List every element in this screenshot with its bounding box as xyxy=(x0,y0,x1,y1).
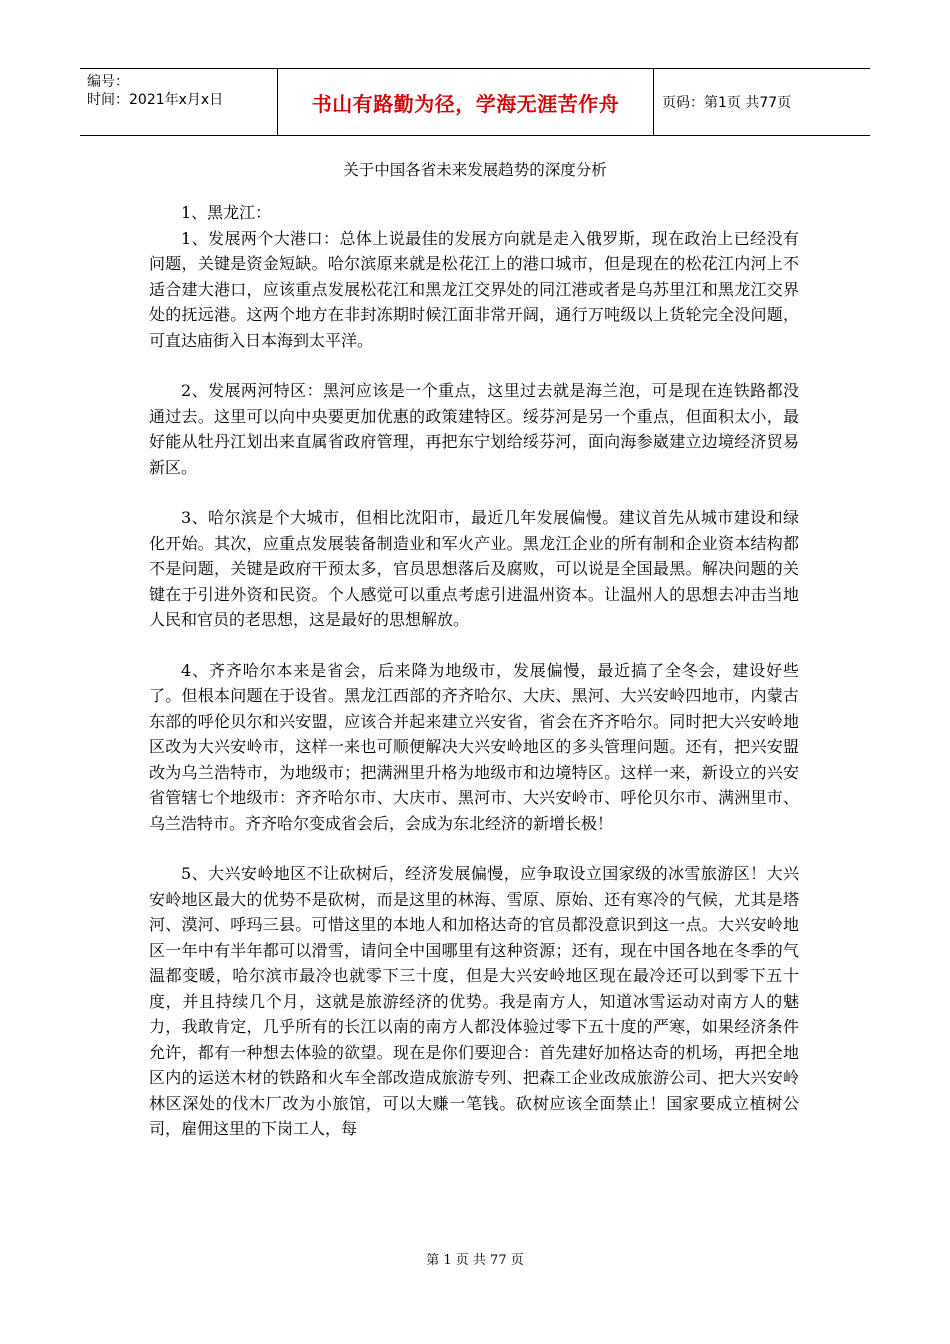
paragraph: 2、发展两河特区：黑河应该是一个重点，这里过去就是海兰泡，可是现在连铁路都没通过去。这里可以向中央要更加优惠的政策建特区。绥芬河是另一个重点，但面积太小，最好能从牡丹江划出来直属省政府管理，再把东宁划给绥芬河，面向海参崴建立边境经济贸易新区。 xyxy=(149,381,799,477)
paragraph: 1、发展两个大港口：总体上说最佳的发展方向就是走入俄罗斯，现在政治上已经没有问题，关键是资金短缺。哈尔滨原来就是松花江上的港口城市，但是现在的松花江内河上不适合建大港口，应该重点发展松花江和黑龙江交界处的同江港或者是乌苏里江和黑龙江交界处的抚远港。这两个地方在非封冻期时候江面非常开阔，通行万吨级以上货轮完全没问题，可直达庙街入日本海到太平洋。 xyxy=(149,228,799,350)
document-body xyxy=(149,200,799,1142)
serial-label: 编号： xyxy=(87,74,129,90)
page-header xyxy=(80,68,870,136)
paragraph: 5、大兴安岭地区不让砍树后，经济发展偏慢，应争取设立国家级的冰雪旅游区！大兴安岭地区最大的优势不是砍树，而是这里的林海、雪原、原始、还有寒冷的气候，尤其是塔河、漠河、呼玛三县。可惜这里的本地人和加格达奇的官员都没意识到这一点。大兴安岭地区一年中有半年都可以滑雪，请问全中国哪里有这种资源；还有，现在中国各地在冬季的气温都变暖，哈尔滨市最冷也就零下三十度，但是大兴安岭地区现在最冷还可以到零下五十度，并且持续几个月，这就是旅游经济的优势。我是南方人，知道冰雪运动对南方人的魅力，我敢肯定，几乎所有的长江以南的南方人都没体验过零下五十度的严寒，如果经济条件允许，都有一种想去体验的欲望。现在是你们要迎合：首先建好加格达奇的机场，再把全地区内的运送木材的铁路和火车全部改造成旅游专列、把森工企业改成旅游公司、把大兴安岭林区深处的伐木厂改为小旅馆，可以大赚一笔钱。砍树应该全面禁止！国家要成立植树公司，雇佣这里的下岗工人，每 xyxy=(149,864,799,1138)
section-heading: 1、黑龙江： xyxy=(181,203,272,222)
paragraph: 4、齐齐哈尔本来是省会，后来降为地级市，发展偏慢，最近搞了全冬会，建设好些了。但根本问题在于设省。黑龙江西部的齐齐哈尔、大庆、黑河、大兴安岭四地市，内蒙古东部的呼伦贝尔和兴安盟，应该合并起来建立兴安省，省会在齐齐哈尔。同时把大兴安岭地区改为大兴安岭市，这样一来也可顺便解决大兴安岭地区的多头管理问题。还有，把兴安盟改为乌兰浩特市，为地级市；把满洲里升格为地级市和边境特区。这样一来，新设立的兴安省管辖七个地级市：齐齐哈尔市、大庆市、黑河市、大兴安岭市、呼伦贝尔市、满洲里市、乌兰浩特市。齐齐哈尔变成省会后，会成为东北经济的新增长极！ xyxy=(149,660,799,833)
header-meta xyxy=(80,69,278,135)
document-title: 关于中国各省未来发展趋势的深度分析 xyxy=(343,161,607,179)
time-label: 时间：2021年x月x日 xyxy=(87,92,224,108)
header-page-info: 页码：第1页 共77页 xyxy=(662,95,792,111)
paragraph: 3、哈尔滨是个大城市，但相比沈阳市，最近几年发展偏慢。建议首先从城市建设和绿化开始。其次，应重点发展装备制造业和军火产业。黑龙江企业的所有制和企业资本结构都不是问题，关键是政府干预太多，官员思想落后及腐败，可以说是全国最黑。解决问题的关键在于引进外资和民资。个人感觉可以重点考虑引进温州资本。让温州人的思想去冲击当地人民和官员的老思想，这是最好的思想解放。 xyxy=(149,508,799,629)
header-motto: 书山有路勤为径，学海无涯苦作舟 xyxy=(278,69,654,135)
page-footer: 第 1 页 共 77 页 xyxy=(426,1253,524,1268)
